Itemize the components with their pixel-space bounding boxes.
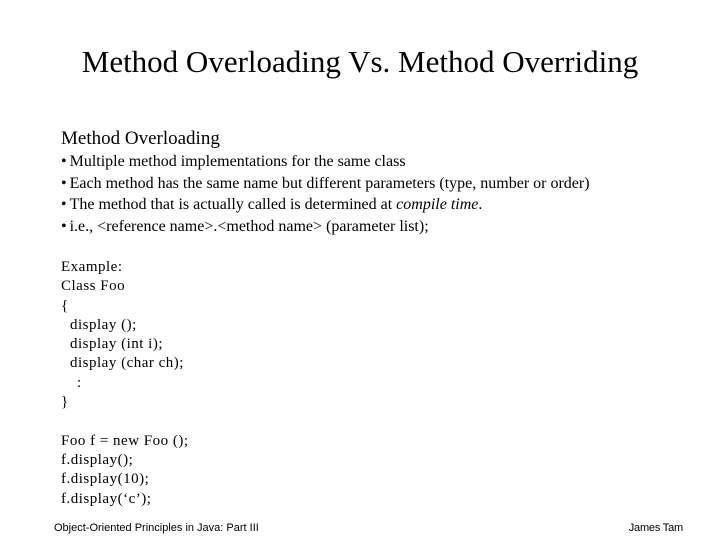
bullet-list (61, 151, 590, 237)
bullet-item (61, 216, 590, 238)
bullet-symbol: • (61, 217, 67, 235)
code-line-call: f.display(); (61, 451, 134, 468)
code-line-ellipsis: : (77, 374, 82, 391)
code-line-example-label: Example: (61, 259, 123, 275)
code-line-open-brace: { (61, 297, 69, 314)
bullet-text: i.e., <reference name>.<method name> (parameter list); (69, 217, 429, 235)
code-line-method: display (); (70, 316, 137, 333)
bullet-item (61, 173, 590, 195)
code-line-call: f.display(10); (61, 471, 150, 488)
slide-title: Method Overloading Vs. Method Overriding (81, 44, 639, 79)
code-spacer (61, 412, 189, 431)
section-heading: Method Overloading (61, 128, 220, 149)
code-line-method: display (int i); (70, 336, 163, 353)
bullet-item (61, 151, 590, 173)
bullet-symbol: • (61, 196, 67, 213)
bullet-item (61, 194, 590, 216)
bullet-text-end: . (478, 196, 483, 213)
bullet-emphasis: compile time (396, 196, 479, 213)
code-line-close-brace: } (61, 394, 69, 411)
code-example (61, 258, 189, 509)
footer-author: James Tam (628, 522, 683, 534)
bullet-symbol: • (61, 153, 67, 170)
code-line-call: f.display(‘c’); (61, 490, 152, 507)
code-line-instantiate: Foo f = new Foo (); (61, 432, 189, 449)
bullet-text: The method that is actually called is determined at (69, 196, 397, 213)
footer-course-title: Object-Oriented Principles in Java: Part III (54, 522, 259, 534)
code-line-method: display (char ch); (70, 355, 184, 372)
bullet-text: Each method has the same name but different parameters (type, number or order) (69, 174, 590, 192)
bullet-text: Multiple method implementations for the same class (69, 153, 406, 170)
code-line-class-decl: Class Foo (61, 278, 126, 295)
bullet-symbol: • (61, 174, 67, 192)
